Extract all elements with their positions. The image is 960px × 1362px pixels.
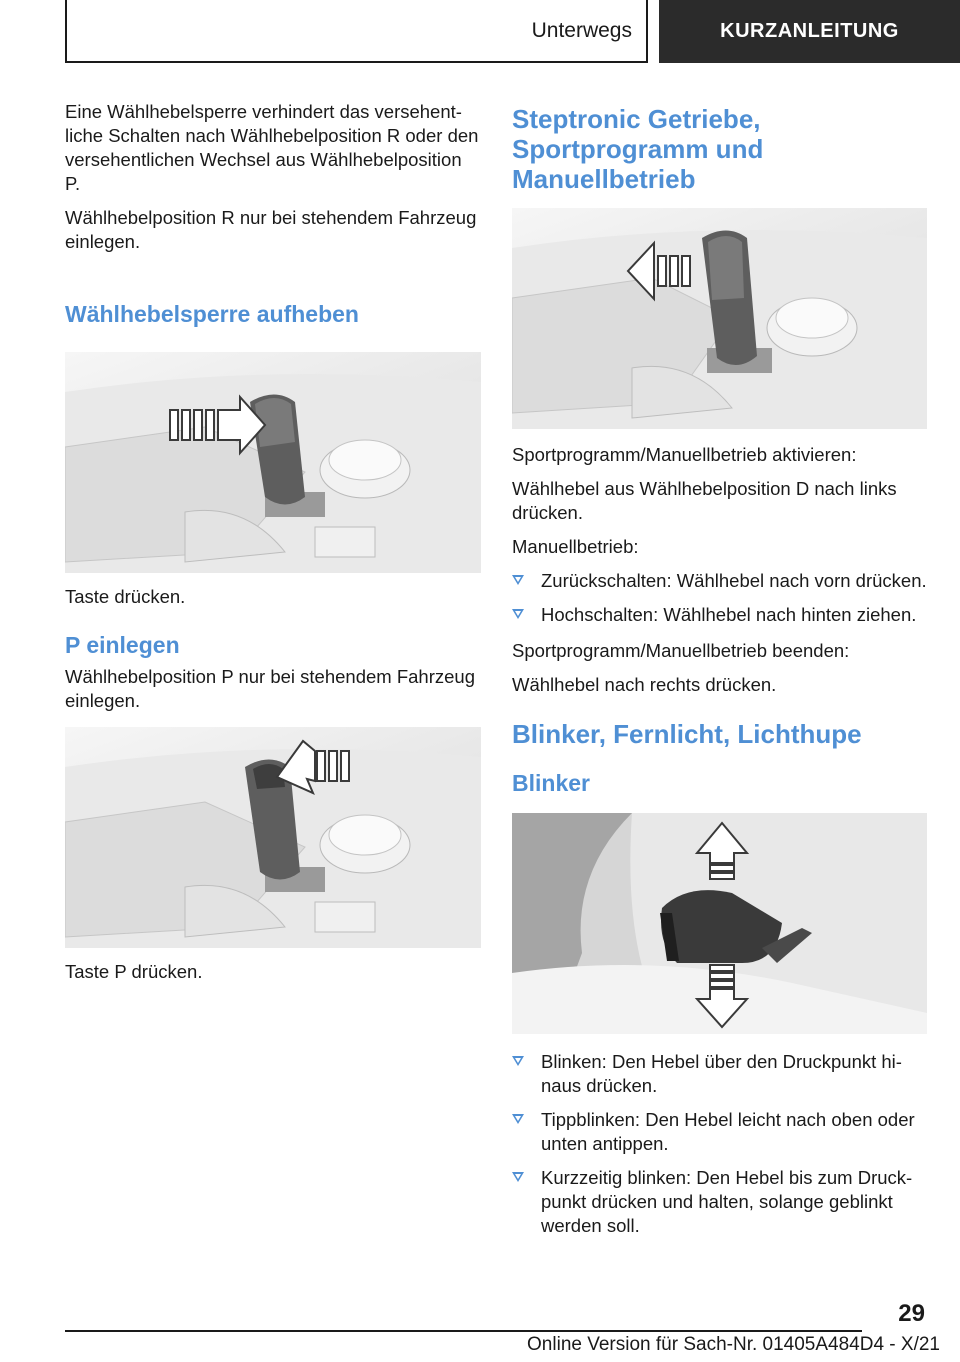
footer-divider xyxy=(65,1330,862,1332)
heading-lights: Blinker, Fernlicht, Lichthupe xyxy=(512,719,862,749)
heading-lock-release: Wählhebelsperre aufheben xyxy=(65,301,359,327)
intro-paragraph-1: Eine Wählhebelsperre verhindert das versehentliche Schalten nach Wählhebelposition R oder den versehentlichen Wechsel aus Wählhebelposition P. xyxy=(65,101,479,194)
triangle-bullet-icon xyxy=(512,1114,524,1124)
blinker-lever-figure xyxy=(512,813,927,1034)
page-number: 29 xyxy=(898,1300,925,1327)
gear-lever-park-figure xyxy=(65,727,481,948)
blinker-bullet-list xyxy=(512,1050,932,1238)
footer-online-version: Online Version für Sach-Nr. 01405A484D4 - X/21 xyxy=(527,1334,940,1355)
header-chapter-label: KURZANLEITUNG xyxy=(720,20,899,42)
list-item: Hochschalten: Wählhebel nach hinten ziehen. xyxy=(512,603,932,627)
steptronic-figure xyxy=(512,208,927,429)
gear-lever-lock-figure xyxy=(65,352,481,573)
list-item: Zurückschalten: Wählhebel nach vorn drücken. xyxy=(512,569,932,593)
header-section-label: Unterwegs xyxy=(531,18,632,42)
list-item: Blinken: Den Hebel über den Druckpunkt hinaus drücken. xyxy=(512,1050,932,1098)
manual-bullet-list xyxy=(512,569,932,627)
right-column xyxy=(512,100,932,1248)
heading-blinker: Blinker xyxy=(512,770,590,796)
header-section-tab xyxy=(65,0,648,63)
sport-end-label: Sportprogramm/Manuellbetrieb beenden: xyxy=(512,640,850,661)
list-item: Tippblinken: Den Hebel leicht nach oben oder unten antippen. xyxy=(512,1108,932,1156)
intro-paragraph-2: Wählhebelposition R nur bei stehendem Fahrzeug einlegen. xyxy=(65,207,477,252)
triangle-bullet-icon xyxy=(512,1056,524,1066)
list-item: Kurzzeitig blinken: Den Hebel bis zum Druckpunkt drücken und halten, solange geblinkt werden soll. xyxy=(512,1166,932,1238)
sport-activate-label: Sportprogramm/Manuellbetrieb aktivieren: xyxy=(512,444,857,465)
heading-park: P einlegen xyxy=(65,632,180,658)
manual-label: Manuellbetrieb: xyxy=(512,536,639,557)
triangle-bullet-icon xyxy=(512,575,524,585)
sport-activate-desc: Wählhebel aus Wählhebelposition D nach links drücken. xyxy=(512,478,897,523)
sport-end-desc: Wählhebel nach rechts drücken. xyxy=(512,674,777,695)
caption-lock: Taste drücken. xyxy=(65,586,186,607)
left-column xyxy=(65,100,481,994)
park-paragraph: Wählhebelposition P nur bei stehendem Fahrzeug einlegen. xyxy=(65,666,475,711)
triangle-bullet-icon xyxy=(512,609,524,619)
heading-steptronic: Steptronic Getriebe, Sportprogramm und Manuellbetrieb xyxy=(512,104,764,194)
caption-park: Taste P drücken. xyxy=(65,961,203,982)
triangle-bullet-icon xyxy=(512,1172,524,1182)
header-chapter-tab xyxy=(659,0,960,63)
